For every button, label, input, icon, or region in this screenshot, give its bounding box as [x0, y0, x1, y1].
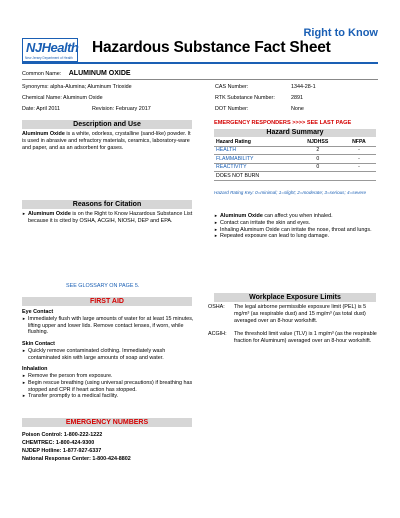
hazard-health-label: HEALTH — [214, 146, 294, 155]
list-item — [214, 227, 376, 234]
hazard-reactivity-label: REACTIVITY — [214, 163, 294, 172]
rtk-value: 2891 — [291, 95, 303, 101]
list-item: ► Immediately flush with large amounts of water for at least 15 minutes, lifting upper and lower lids. Remove contact lenses, if worn, while flushing. — [22, 316, 194, 336]
hazard-flammability-label: FLAMMABILITY — [214, 155, 294, 164]
logo-text: NJHealth — [26, 40, 79, 55]
hazard-col-rating: Hazard Rating — [214, 138, 294, 146]
health-effects-list — [214, 213, 376, 240]
page-title: Hazardous Substance Fact Sheet — [92, 39, 331, 56]
hazard-flammability-njdhss: 0 — [294, 155, 342, 164]
logo-subtext: New Jersey Department of Health — [25, 56, 73, 60]
effect-text: can affect you when inhaled. — [262, 213, 333, 219]
first-aid-heading: FIRST AID — [22, 297, 192, 306]
rtk-label: RTK Substance Number: — [215, 95, 275, 101]
emergency-responders-banner: EMERGENCY RESPONDERS >>>> SEE LAST PAGE — [214, 120, 352, 126]
cas-value: 1344-28-1 — [291, 84, 316, 90]
poison-control-number: Poison Control: 1-800-222-1222 — [22, 432, 103, 438]
hazard-table-header — [214, 138, 376, 146]
table-row — [214, 146, 376, 155]
njdep-hotline-number: NJDEP Hotline: 1-877-927-6337 — [22, 448, 102, 455]
revision: Revision: February 2017 — [92, 106, 151, 112]
description-heading: Description and Use — [22, 120, 192, 129]
common-name-label: Common Name: — [22, 71, 62, 77]
first-aid-body — [22, 309, 194, 400]
acgih-label: ACGIH: — [208, 331, 227, 337]
effect-bold: Aluminum Oxide — [220, 213, 263, 219]
list-item — [214, 213, 376, 220]
emergency-numbers-list — [22, 431, 194, 463]
chemtrec-number: CHEMTREC: 1-800-424-9300 — [22, 440, 95, 447]
effect-text: Inhaling Aluminum Oxide can irritate the nose, throat and lungs. — [220, 226, 372, 233]
common-name-row — [22, 70, 131, 79]
glossary-link[interactable]: SEE GLOSSARY ON PAGE 5. — [66, 283, 140, 289]
hazard-note: DOES NOT BURN — [214, 172, 376, 181]
eye-contact-list — [22, 316, 194, 336]
header-divider — [22, 62, 378, 64]
list-item: ► Begin rescue breathing (using universal precautions) if breathing has stopped and CPR if heart action has stopped. — [22, 380, 194, 394]
right-to-know-label: Right to Know — [303, 27, 378, 39]
citation-list — [22, 211, 194, 225]
common-name-divider — [22, 79, 378, 80]
list-item: ► Quickly remove contaminated clothing. Immediately wash contaminated skin with large amounts of soap and water. — [22, 348, 194, 362]
table-row — [214, 172, 376, 181]
description-substance-name: Aluminum Oxide — [22, 131, 65, 137]
citation-heading: Reasons for Citation — [22, 200, 192, 209]
list-item — [214, 233, 376, 240]
effect-text: Repeated exposure can lead to lung damage. — [220, 233, 330, 240]
osha-label: OSHA: — [208, 304, 225, 310]
list-item — [22, 211, 194, 225]
citation-substance-name: Aluminum Oxide — [28, 211, 71, 217]
chemical-name: Chemical Name: Aluminum Oxide — [22, 95, 103, 101]
dot-value: None — [291, 106, 304, 112]
osha-text: The legal airborne permissible exposure limit (PEL) is 5 mg/m³ (as respirable dust) and 15 mg/m³ (as total dust) averaged over an 8-hour workshift. — [234, 304, 367, 324]
hazard-flammability-nfpa: - — [342, 155, 376, 164]
acgih-text: The threshold limit value (TLV) is 1 mg/m³ (as the respirable fraction for Aluminum) averaged over an 8-hour workshift. — [234, 331, 377, 344]
hazard-rating-key: Hazard Rating Key: 0=minimal; 1=slight; 2=moderate; 3=serious; 4=severe — [214, 190, 367, 195]
synonyms: Synonyms: alpha-Alumina; Aluminum Trioxide — [22, 84, 132, 90]
date: Date: April 2011 — [22, 106, 60, 112]
hazard-reactivity-nfpa: - — [342, 163, 376, 172]
nj-health-logo — [22, 38, 78, 62]
hazard-health-nfpa: - — [342, 146, 376, 155]
table-row — [214, 163, 376, 172]
exposure-limits-heading: Workplace Exposure Limits — [214, 293, 376, 302]
skin-contact-list — [22, 348, 194, 362]
hazard-rating-table — [214, 138, 376, 181]
description-text — [22, 131, 194, 151]
dot-label: DOT Number: — [215, 106, 249, 112]
common-name-value: ALUMINUM OXIDE — [68, 70, 131, 77]
list-item: ► Transfer promptly to a medical facility. — [22, 393, 194, 400]
emergency-numbers-heading: EMERGENCY NUMBERS — [22, 418, 192, 427]
description-body: is a white, odorless, crystalline (sand-like) powder. It is used in abrasive and refractory materials, ceramics, laboratory-ware and paper, and as an adsorbent for gases. — [22, 131, 191, 151]
hazard-col-njdhss: NJDHSS — [294, 138, 342, 146]
hazard-col-nfpa: NFPA — [342, 138, 376, 146]
national-response-center-number: National Response Center: 1-800-424-8802 — [22, 456, 131, 463]
skin-contact-heading: Skin Contact — [22, 341, 55, 347]
eye-contact-heading: Eye Contact — [22, 309, 54, 315]
inhalation-heading: Inhalation — [22, 366, 48, 373]
list-item — [214, 220, 376, 227]
hazard-summary-heading: Hazard Summary — [214, 129, 376, 137]
hazard-reactivity-njdhss: 0 — [294, 163, 342, 172]
inhalation-list — [22, 373, 194, 400]
citation-text: is on the Right to Know Hazardous Substance List because it is cited by OSHA, ACGIH, NIOSH, DEP and EPA. — [28, 211, 193, 224]
effect-text: Contact can irritate the skin and eyes. — [220, 219, 311, 226]
list-item: ► Remove the person from exposure. — [22, 373, 194, 380]
hazard-health-njdhss: 2 — [294, 146, 342, 155]
cas-label: CAS Number: — [215, 84, 249, 90]
table-row — [214, 155, 376, 164]
